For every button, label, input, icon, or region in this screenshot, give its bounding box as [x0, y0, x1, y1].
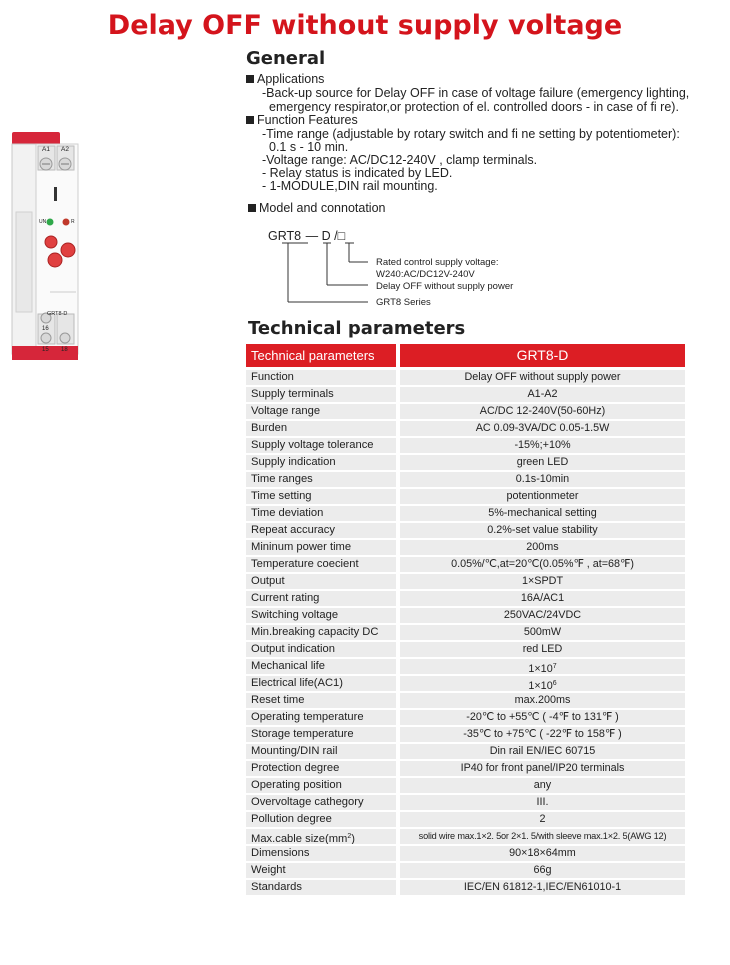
- param-cell: [246, 387, 396, 402]
- table-row: [246, 438, 685, 453]
- table-row: [246, 795, 685, 810]
- param-text: Supply voltage tolerance: [251, 438, 374, 451]
- table-row: [246, 421, 685, 436]
- value-text: IEC/EN 61812-1,IEC/EN61010-1: [463, 880, 622, 893]
- table-row: [246, 812, 685, 827]
- param-text: Time ranges: [251, 472, 313, 485]
- param-cell: [246, 778, 396, 793]
- value-cell: [400, 489, 685, 504]
- value-cell: [400, 387, 685, 402]
- table-row: [246, 710, 685, 725]
- param-text: Protection degree: [251, 761, 340, 774]
- table-row: [246, 846, 685, 861]
- value-text: -20℃ to +55℃ ( -4℉ to 131℉ ): [466, 710, 619, 723]
- value-cell: [400, 693, 685, 708]
- technical-parameters-table: [246, 344, 685, 897]
- terminal-label-a1: A1: [42, 146, 50, 153]
- table-row: [246, 370, 685, 385]
- table-row: [246, 608, 685, 623]
- value-text: 500mW: [523, 625, 562, 638]
- value-text: A1-A2: [527, 387, 558, 400]
- value-text: 66g: [533, 863, 552, 876]
- param-cell: [246, 421, 396, 436]
- led-label-r: R: [71, 219, 75, 225]
- param-cell: [246, 761, 396, 776]
- param-cell: [246, 642, 396, 657]
- value-cell: [400, 778, 685, 793]
- table-row: [246, 540, 685, 555]
- value-cell: [400, 404, 685, 419]
- value-text: potentionmeter: [506, 489, 579, 502]
- param-text: Storage temperature: [251, 727, 354, 740]
- model-code-d: D: [321, 229, 331, 243]
- param-text: Output indication: [251, 642, 335, 655]
- value-text: 0.2%-set value stability: [487, 523, 598, 536]
- value-text: III.: [536, 795, 549, 808]
- param-text: Electrical life(AC1): [251, 676, 344, 689]
- value-text: -15%;+10%: [514, 438, 571, 451]
- technical-parameters-heading: Technical parameters: [248, 318, 466, 339]
- param-cell: [246, 472, 396, 487]
- table-row: [246, 472, 685, 487]
- param-text: Reset time: [251, 693, 305, 706]
- features-line-2: 0.1 s - 10 min.: [269, 140, 349, 154]
- features-line-4: - Relay status is indicated by LED.: [262, 166, 453, 180]
- table-row: [246, 642, 685, 657]
- param-text: Operating position: [251, 778, 342, 791]
- table-row: [246, 625, 685, 640]
- value-cell: [400, 370, 685, 385]
- param-text: Weight: [251, 863, 286, 876]
- value-cell: [400, 812, 685, 827]
- value-text: 1×SPDT: [521, 574, 564, 587]
- applications-label-row: [246, 72, 324, 87]
- table-row: [246, 727, 685, 742]
- param-text: Max.cable size(mm: [251, 832, 348, 844]
- param-cell: [246, 489, 396, 504]
- param-cell: [246, 880, 396, 895]
- terminal-label-15: 15: [42, 347, 49, 353]
- value-cell: [400, 540, 685, 555]
- param-cell: [246, 744, 396, 759]
- model-code-box: □: [337, 229, 346, 243]
- param-cell: [246, 846, 396, 861]
- table-row: [246, 761, 685, 776]
- value-text: 250VAC/24VDC: [503, 608, 582, 621]
- value-cell: [400, 438, 685, 453]
- table-row: [246, 778, 685, 793]
- model-code-prefix: GRT8: [268, 229, 302, 243]
- page-title: Delay OFF without supply voltage: [107, 10, 623, 41]
- param-text: Supply indication: [251, 455, 336, 468]
- param-cell: [246, 659, 396, 674]
- param-cell: [246, 557, 396, 572]
- param-text: Burden: [251, 421, 288, 434]
- param-text: Time deviation: [251, 506, 324, 519]
- device-model-label: GRT8-D: [47, 311, 68, 317]
- value-cell: [400, 625, 685, 640]
- value-text: 16A/AC1: [520, 591, 565, 604]
- value-text: 2: [539, 812, 546, 825]
- model-diagram-lines: [280, 240, 370, 308]
- param-text: Pollution degree: [251, 812, 332, 825]
- param-cell: [246, 404, 396, 419]
- value-text: Delay OFF without supply power: [464, 371, 621, 383]
- param-text: Standards: [251, 880, 302, 893]
- param-cell: [246, 795, 396, 810]
- annotation-series: GRT8 Series: [376, 297, 431, 308]
- table-row: [246, 744, 685, 759]
- table-row: [246, 523, 685, 538]
- param-text: Mounting/DIN rail: [251, 744, 338, 757]
- table-row: [246, 591, 685, 606]
- model-label-row: [248, 201, 385, 216]
- param-text: Operating temperature: [251, 710, 364, 723]
- value-cell: [400, 710, 685, 725]
- table-row: [246, 880, 685, 895]
- value-cell: [400, 421, 685, 436]
- annotation-delay-off: Delay OFF without supply power: [376, 281, 514, 292]
- param-cell: [246, 812, 396, 827]
- value-cell: [400, 676, 685, 691]
- value-text: green LED: [516, 455, 569, 468]
- value-cell: [400, 472, 685, 487]
- value-superscript: 6: [552, 679, 557, 687]
- param-cell: [246, 625, 396, 640]
- value-cell: [400, 795, 685, 810]
- bullet-square-icon: [248, 204, 256, 212]
- value-cell: [400, 761, 685, 776]
- value-text: 200ms: [526, 540, 559, 553]
- value-cell: [400, 659, 685, 674]
- param-text: Current rating: [251, 591, 320, 604]
- param-cell: [246, 438, 396, 453]
- value-cell: [400, 557, 685, 572]
- value-cell: [400, 727, 685, 742]
- table-row: [246, 404, 685, 419]
- annotation-voltage-line-2: W240:AC/DC12V-240V: [376, 269, 475, 280]
- table-header-param: Technical parameters: [246, 344, 396, 367]
- value-text: 1×10: [528, 679, 553, 691]
- features-label-row: [246, 113, 358, 128]
- model-code-slash: /: [334, 229, 338, 243]
- value-text: red LED: [522, 642, 563, 655]
- terminal-label-16: 16: [42, 326, 49, 332]
- value-cell: [400, 455, 685, 470]
- param-text: Min.breaking capacity DC: [251, 625, 379, 638]
- param-text: Time setting: [251, 489, 312, 502]
- param-cell: [246, 727, 396, 742]
- general-heading: General: [246, 48, 326, 69]
- param-cell: [246, 574, 396, 589]
- value-text: 90×18×64mm: [509, 846, 576, 859]
- value-text: 0.1s-10min: [515, 472, 570, 485]
- param-text: Temperature coecient: [251, 557, 359, 570]
- param-cell: [246, 608, 396, 623]
- model-code-dash: —: [305, 229, 319, 243]
- param-text: Mechanical life: [251, 659, 325, 672]
- value-cell: [400, 523, 685, 538]
- table-row: [246, 489, 685, 504]
- value-cell: [400, 574, 685, 589]
- value-text: solid wire max.1×2. 5or 2×1. 5/with sleeve max.1×2. 5(AWG 12): [418, 830, 667, 841]
- param-text: Overvoltage cathegory: [251, 795, 364, 808]
- table-header-row: [246, 344, 685, 367]
- param-text: Voltage range: [251, 404, 321, 417]
- value-text: any: [533, 778, 552, 791]
- value-text: 5%-mechanical setting: [488, 506, 597, 519]
- value-text: AC 0.09-3VA/DC 0.05-1.5W: [475, 421, 610, 434]
- table-row: [246, 455, 685, 470]
- applications-label: Applications: [257, 72, 325, 86]
- model-label: Model and connotation: [259, 201, 386, 215]
- param-cell: [246, 710, 396, 725]
- features-line-1: -Time range (adjustable by rotary switch and fi ne setting by potentiometer):: [262, 127, 680, 141]
- param-cell: [246, 829, 396, 844]
- value-text: max.200ms: [514, 693, 571, 706]
- param-tail: ): [351, 832, 355, 844]
- value-text: 0.05%/℃,at=20℃(0.05%℉ , at=68℉): [451, 557, 634, 570]
- value-cell: [400, 591, 685, 606]
- value-cell: [400, 846, 685, 861]
- param-cell: [246, 455, 396, 470]
- bullet-square-icon: [246, 75, 254, 83]
- value-cell: [400, 608, 685, 623]
- value-text: IP40 for front panel/IP20 terminals: [460, 761, 625, 774]
- features-label: Function Features: [257, 113, 358, 127]
- features-line-5: - 1-MODULE,DIN rail mounting.: [262, 179, 438, 193]
- table-header-value: GRT8-D: [400, 344, 685, 367]
- table-row: [246, 506, 685, 521]
- terminal-label-18: 18: [61, 347, 68, 353]
- param-cell: [246, 506, 396, 521]
- param-superscript: 2: [347, 832, 352, 840]
- param-text: Supply terminals: [251, 387, 334, 400]
- param-cell: [246, 591, 396, 606]
- table-row: [246, 387, 685, 402]
- value-superscript: 7: [552, 662, 557, 670]
- value-cell: [400, 744, 685, 759]
- led-label-un: UN: [39, 219, 47, 225]
- applications-line-2: emergency respirator,or protection of el. controlled doors - in case of fi re).: [269, 100, 679, 114]
- table-row: [246, 829, 685, 844]
- param-text: Mininum power time: [251, 540, 352, 553]
- bullet-square-icon: [246, 116, 254, 124]
- value-text: 1×10: [528, 662, 553, 674]
- value-cell: [400, 829, 685, 844]
- value-cell: [400, 880, 685, 895]
- param-cell: [246, 523, 396, 538]
- param-text: Output: [251, 574, 285, 587]
- annotation-voltage-line-1: Rated control supply voltage:: [376, 257, 499, 268]
- table-row: [246, 659, 685, 674]
- table-row: [246, 574, 685, 589]
- value-text: Din rail EN/IEC 60715: [489, 744, 596, 757]
- table-body: [246, 370, 685, 895]
- param-cell: [246, 693, 396, 708]
- value-cell: [400, 506, 685, 521]
- param-cell: [246, 370, 396, 385]
- relay-device-drawing: [10, 132, 95, 362]
- param-text: Repeat accuracy: [251, 523, 335, 536]
- table-row: [246, 557, 685, 572]
- table-row: [246, 863, 685, 878]
- value-text: -35℃ to +75℃ ( -22℉ to 158℉ ): [463, 727, 622, 740]
- table-row: [246, 693, 685, 708]
- terminal-label-a2: A2: [61, 146, 69, 153]
- param-text: Dimensions: [251, 846, 310, 859]
- applications-line-1: -Back-up source for Delay OFF in case of voltage failure (emergency lighting,: [262, 86, 690, 100]
- relay-device-image: [10, 132, 95, 362]
- value-cell: [400, 642, 685, 657]
- param-cell: [246, 863, 396, 878]
- table-row: [246, 676, 685, 691]
- param-cell: [246, 676, 396, 691]
- param-text: Function: [251, 371, 294, 383]
- features-line-3: -Voltage range: AC/DC12-240V , clamp terminals.: [262, 153, 538, 167]
- param-cell: [246, 540, 396, 555]
- param-text: Switching voltage: [251, 608, 339, 621]
- value-cell: [400, 863, 685, 878]
- value-text: AC/DC 12-240V(50-60Hz): [479, 404, 606, 417]
